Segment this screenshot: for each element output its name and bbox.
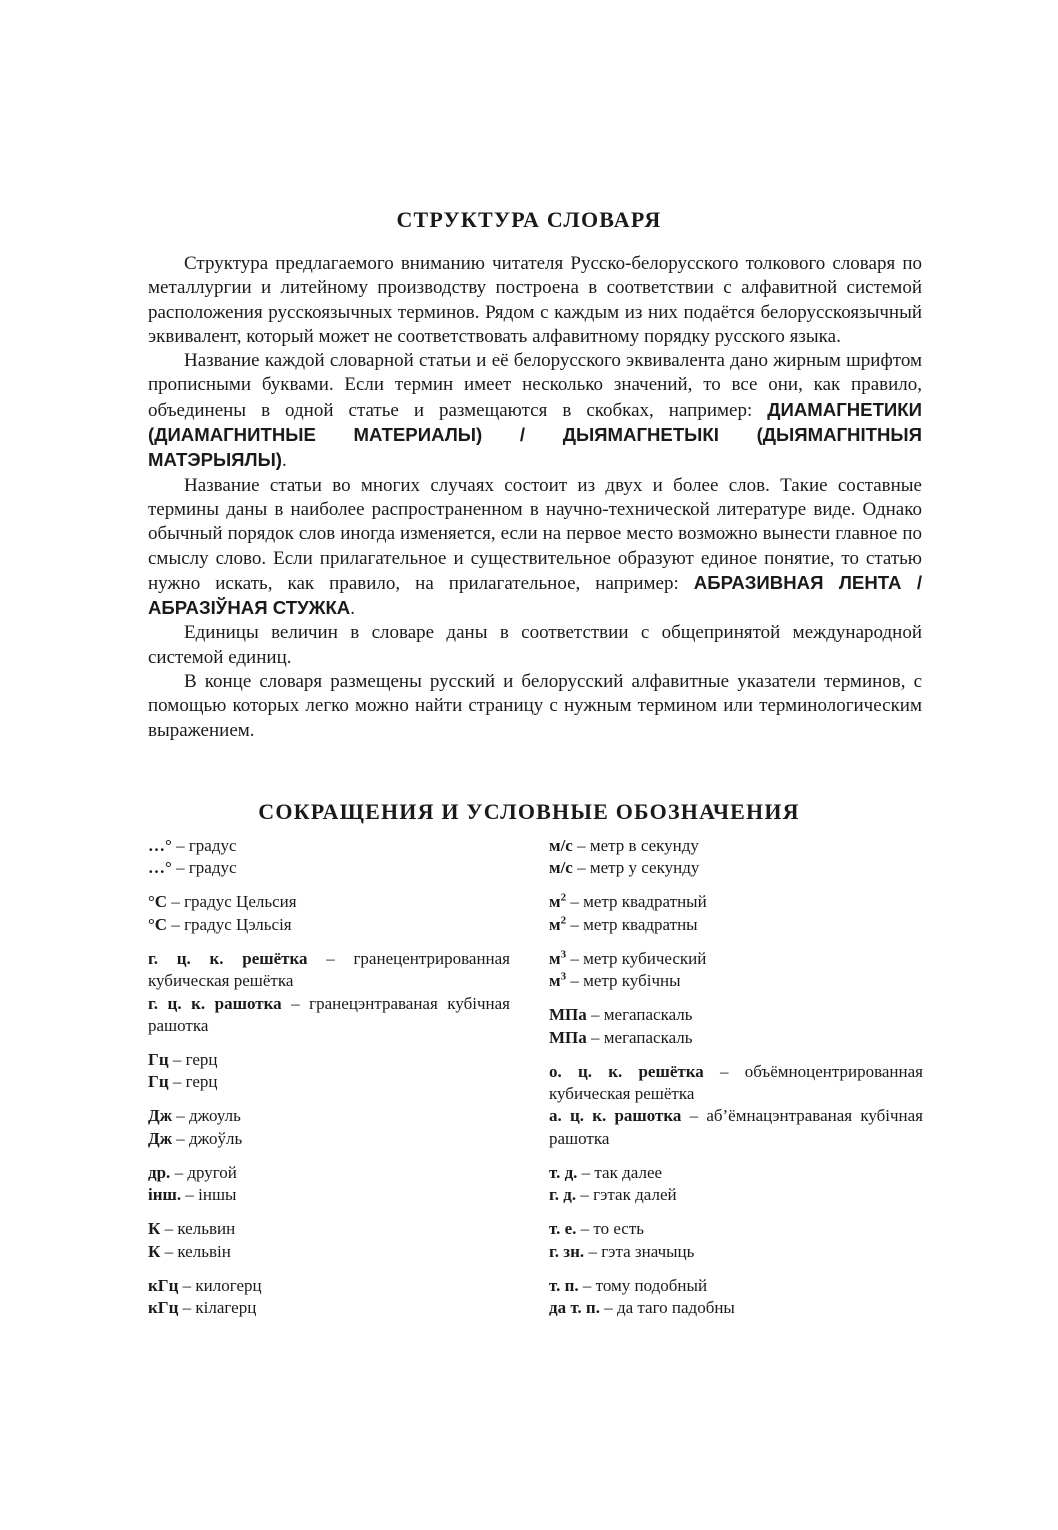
paragraph-3-text: Название статьи во многих случаях состоит из двух и более слов. Такие составные термины даны в наиболее распространенном в научно-технической литературе виде. Однако обычный порядок слов иногда изменяется, если на первое место возможно вынести главное по смыслу слово. Если прилагательное и существительное образуют единое понятие, то статью нужно искать, как правило, на прилагательное, например: — [148, 474, 922, 594]
abbr-entry-ru: кГц – килогерц — [148, 1275, 262, 1295]
abbr-def: метр у секунду — [589, 858, 700, 878]
abbr-entry-be: а. ц. к. рашотка – аб’ёмнацэнтраваная кубічная рашотка — [549, 1106, 923, 1148]
abbr-def: кельвін — [177, 1241, 231, 1261]
example-term-diamagnetics: ДИАМАГНЕТИКИ (ДИАМАГНИТНЫЕ МАТЕРИАЛЫ) / ДЫЯМАГНЕТЫКІ (ДЫЯМАГНІТНЫЯ МАТЭРЫЯЛЫ) — [148, 398, 923, 471]
abbr-group — [148, 1218, 510, 1263]
abbr-entry-ru: г. ц. к. решётка – гранецентрированная кубическая решётка — [148, 948, 510, 991]
abbr-term: Дж — [148, 1128, 173, 1148]
abbr-def: так далее — [594, 1162, 663, 1182]
abbr-entry-ru: К – кельвин — [148, 1219, 236, 1239]
abbr-group — [549, 1061, 923, 1151]
abbr-def: гранецэнтраваная кубічная рашотка — [148, 993, 510, 1036]
abbr-term — [549, 949, 566, 968]
abbr-term: МПа — [549, 1005, 587, 1025]
abbr-term: інш. — [148, 1185, 182, 1205]
abbr-group — [148, 835, 510, 880]
abbr-entry-ru: $м^2$ – метр квадратный — [549, 891, 707, 912]
abbr-term: …° — [148, 836, 172, 855]
paragraph-5: В конце словаря размещены русский и белорусский алфавитные указатели терминов, с помощью которых легко можно найти страницу с нужным термином или терминологическим выражением. — [148, 671, 922, 741]
abbr-def: то есть — [593, 1219, 645, 1239]
abbr-def: кельвин — [177, 1219, 236, 1239]
paragraph-4: Единицы величин в словаре даны в соответствии с общепринятой международной системой единиц. — [148, 622, 922, 668]
abbr-entry-be: Гц – герц — [148, 1072, 218, 1092]
abbr-entry-ru: м/с – метр в секунду — [549, 836, 699, 855]
abbr-def: объёмноцентрированная кубическая решётка — [549, 1061, 923, 1104]
abbr-entry-ru: т. е. – то есть — [549, 1219, 645, 1239]
abbr-entry-be: …° – градус — [148, 858, 237, 878]
abbr-entry-be: К – кельвін — [148, 1241, 231, 1261]
abbr-def: да таго падобны — [616, 1298, 735, 1318]
abbr-term-exponent: 3 — [560, 948, 567, 961]
abbr-group — [549, 835, 923, 880]
structure-title: СТРУКТУРА СЛОВАРЯ — [396, 207, 662, 232]
abbr-entry-be: інш. – іншы — [148, 1185, 237, 1205]
abbr-term: т. п. — [549, 1275, 579, 1295]
abbr-term: да т. п. — [549, 1298, 600, 1318]
abbreviations-right-column — [549, 835, 923, 1331]
abbr-def: джоуль — [189, 1106, 241, 1126]
abbr-term-base: м — [549, 892, 561, 912]
abbr-def: аб’ёмнацэнтраваная кубічная рашотка — [549, 1106, 923, 1148]
abbr-def: гэтак далей — [593, 1185, 677, 1205]
abbr-term: кГц — [148, 1298, 179, 1318]
paragraph-2-text: Название каждой словарной статьи и её белорусского эквивалента дано жирным шрифтом прописными буквами. Если термин имеет несколько значений, то все они, как правило, объединены в одной статье и размещаются в скобках, например: — [148, 350, 922, 421]
abbr-term — [549, 892, 566, 911]
abbr-term: о. ц. к. решётка — [549, 1061, 704, 1081]
abbr-entry-ru: Гц – герц — [148, 1050, 218, 1070]
abbr-def: гранецентрированная кубическая решётка — [148, 948, 510, 991]
abbr-entry-be: да т. п. – да таго падобны — [549, 1298, 735, 1318]
abbr-entry-ru: МПа – мегапаскаль — [549, 1005, 693, 1025]
abbr-entry-be: г. зн. – гэта значыць — [549, 1241, 695, 1261]
paragraph-3: Название статьи во многих случаях состоит из двух и более слов. Такие составные термины даны в наиболее распространенном в научно-технической литературе виде. Однако обычный порядок слов иногда изменяется, если на первое место возможно вынести главное по смыслу слово. Если прилагательное и существительное образуют единое понятие, то статью нужно искать, как правило, на прилагательное, например: АБРАЗИВНАЯ ЛЕНТА / АБРАЗІЎНАЯ СТУЖКА. — [148, 474, 922, 620]
abbr-group — [549, 948, 923, 993]
abbr-def: градус Цельсия — [184, 892, 297, 912]
abbr-term — [549, 915, 566, 934]
abbr-def: герц — [185, 1072, 218, 1092]
abbr-entry-be: МПа – мегапаскаль — [549, 1027, 693, 1047]
abbr-entry-be: Дж – джоўль — [148, 1128, 243, 1148]
abbr-term — [549, 971, 566, 990]
abbr-term: т. е. — [549, 1219, 577, 1239]
abbr-entry-be: м/с – метр у секунду — [549, 858, 700, 878]
abbr-term: г. зн. — [549, 1241, 585, 1261]
abbr-group — [148, 1049, 510, 1094]
abbr-group — [549, 891, 923, 936]
abbr-group — [549, 1275, 923, 1320]
abbr-group — [148, 891, 510, 936]
abbr-def: мегапаскаль — [603, 1027, 693, 1047]
abbr-term-exponent: 2 — [560, 891, 567, 904]
abbr-term: м/с — [549, 836, 573, 855]
abbr-term-base: м — [549, 914, 561, 934]
abbr-def: метр в секунду — [589, 836, 699, 855]
abbr-group — [148, 1275, 510, 1320]
abbr-def: мегапаскаль — [603, 1005, 693, 1025]
abbr-def: тому подобный — [595, 1275, 708, 1295]
abbr-def: градус — [188, 858, 237, 878]
structure-body — [148, 252, 922, 743]
abbr-entry-ru: °С – градус Цельсия — [148, 892, 297, 912]
abbr-term: Дж — [148, 1106, 173, 1126]
abbr-def: градус Цэльсія — [184, 914, 292, 934]
abbr-entry-be: г. ц. к. рашотка – гранецэнтраваная кубічная рашотка — [148, 993, 510, 1036]
abbr-term: кГц — [148, 1275, 179, 1295]
abbr-group — [148, 948, 510, 1038]
paragraph-1: Структура предлагаемого вниманию читателя Русско-белорусского толкового словаря по металлургии и литейному производству построена в соответствии с алфавитной системой расположения русскоязычных терминов. Рядом с каждым из них подаётся белорусскоязычный эквивалент, который может не соответствовать алфавитному порядку русского языка. — [148, 253, 922, 347]
abbr-def: метр кубический — [583, 948, 707, 968]
abbr-term: г. ц. к. решётка — [148, 948, 308, 968]
abbr-term-base: м — [549, 971, 561, 991]
abbr-entry-be: $м^2$ – метр квадратны — [549, 914, 698, 934]
abbr-term: а. ц. к. рашотка — [549, 1106, 682, 1126]
abbr-term: К — [148, 1241, 161, 1261]
abbr-term: …° — [148, 858, 172, 878]
abbr-entry-ru: т. д. – так далее — [549, 1162, 663, 1182]
abbr-def: метр квадратны — [583, 914, 698, 934]
abbr-def: гэта значыць — [601, 1241, 695, 1261]
abbr-entry-be: кГц – кілагерц — [148, 1298, 257, 1318]
abbr-entry-be: °С – градус Цэльсія — [148, 914, 292, 934]
abbr-entry-ru: Дж – джоуль — [148, 1106, 241, 1126]
abbr-term: МПа — [549, 1027, 587, 1047]
abbr-def: герц — [185, 1050, 218, 1070]
abbr-def: кілагерц — [195, 1298, 257, 1318]
abbr-group — [549, 1162, 923, 1207]
abbr-entry-be: г. д. – гэтак далей — [549, 1185, 677, 1205]
abbr-group — [148, 1162, 510, 1207]
abbr-def: метр квадратный — [583, 892, 707, 912]
abbr-entry-ru: …° – градус — [148, 836, 237, 855]
abbr-def: килогерц — [195, 1275, 262, 1295]
abbr-term-exponent: 3 — [560, 970, 567, 983]
abbreviations-title: СОКРАЩЕНИЯ И УСЛОВНЫЕ ОБОЗНАЧЕНИЯ — [258, 799, 800, 824]
example-term-abrasive-belt: АБРАЗИВНАЯ ЛЕНТА / АБРАЗІЎНАЯ СТУЖКА — [148, 571, 922, 619]
abbr-def: другой — [187, 1162, 237, 1182]
abbr-term: др. — [148, 1162, 171, 1182]
abbr-term: г. д. — [549, 1185, 577, 1205]
abbr-def: джоўль — [189, 1128, 243, 1148]
abbr-term: °С — [148, 914, 168, 934]
abbr-term: м/с — [549, 858, 573, 878]
abbr-term-base: м — [549, 948, 561, 968]
abbr-term: Гц — [148, 1072, 169, 1092]
abbr-term: К — [148, 1219, 161, 1239]
abbr-def: метр кубічны — [583, 971, 681, 991]
abbr-group — [549, 1218, 923, 1263]
abbr-term: г. ц. к. рашотка — [148, 993, 282, 1013]
abbr-group — [549, 1004, 923, 1049]
abbr-entry-ru: о. ц. к. решётка – объёмноцентрированная кубическая решётка — [549, 1061, 923, 1104]
abbr-entry-ru: $м^3$ – метр кубический — [549, 948, 707, 968]
abbr-entry-ru: др. – другой — [148, 1162, 237, 1182]
abbr-entry-be: $м^3$ – метр кубічны — [549, 970, 681, 991]
abbreviations-left-column — [148, 835, 510, 1331]
abbr-term: °С — [148, 892, 168, 912]
abbr-term: Гц — [148, 1050, 169, 1070]
abbr-term-exponent: 2 — [560, 914, 567, 927]
abbr-term: т. д. — [549, 1162, 578, 1182]
abbr-def: іншы — [198, 1185, 237, 1205]
paragraph-2: Название каждой словарной статьи и её белорусского эквивалента дано жирным шрифтом прописными буквами. Если термин имеет несколько значений, то все они, как правило, объединены в одной статье и размещаются в скобках, например: ДИАМАГНЕТИКИ (ДИАМАГНИТНЫЕ МАТЕРИАЛЫ) / ДЫЯМАГНЕТЫКІ (ДЫЯМАГНІТНЫЯ МАТЭРЫЯЛЫ). — [148, 350, 923, 472]
abbr-group — [148, 1105, 510, 1150]
abbr-def: градус — [188, 836, 237, 855]
abbr-entry-ru: т. п. – тому подобный — [549, 1275, 708, 1295]
